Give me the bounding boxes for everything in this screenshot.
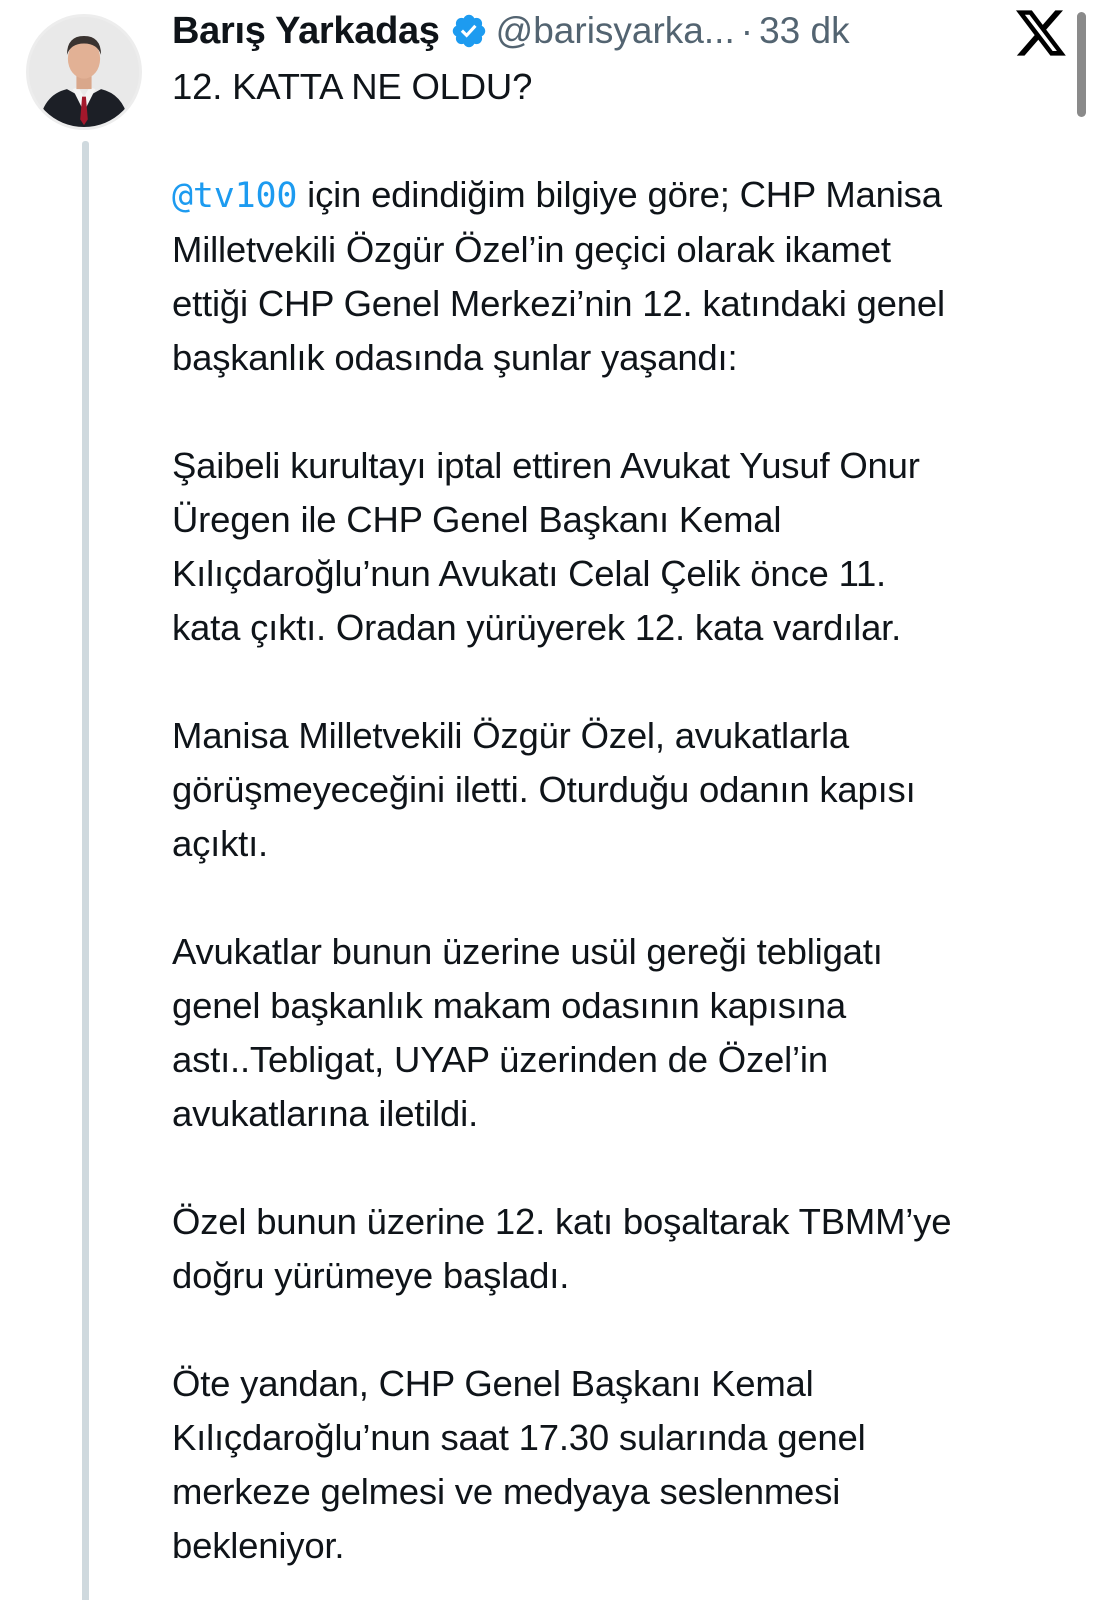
timestamp[interactable]: 33 dk (759, 10, 850, 51)
tweet-header (172, 6, 850, 56)
tweet-text (172, 60, 1077, 1600)
tweet-paragraph-4: Avukatlar bunun üzerine usül gereği tebligatı genel başkanlık makam odasının kapısına astı..Tebligat, UYAP üzerinden de Özel’in avukatlarına iletildi. (172, 931, 883, 1134)
tweet-paragraph-6: Öte yandan, CHP Genel Başkanı Kemal Kılıçdaroğlu’nun saat 17.30 sularında genel merkeze gelmesi ve medyaya seslenmesi bekleniyor. (172, 1363, 866, 1566)
tweet-paragraph-2: Şaibeli kurultayı iptal ettiren Avukat Yusuf Onur Üregen ile CHP Genel Başkanı Kemal Kılıçdaroğlu’nun Avukatı Celal Çelik önce 11. kata çıktı. Oradan yürüyerek 12. kata vardılar. (172, 445, 920, 648)
display-name[interactable]: Barış Yarkadaş (172, 9, 440, 52)
avatar[interactable] (26, 14, 142, 130)
thread-line (82, 141, 89, 1600)
user-avatar (29, 17, 139, 127)
user-handle[interactable]: @barisyarka... (495, 10, 735, 51)
separator-dot: · (740, 10, 754, 51)
verified-badge-icon (450, 12, 488, 50)
tweet-title: 12. KATTA NE OLDU? (172, 66, 533, 107)
tweet-paragraph-3: Manisa Milletvekili Özgür Özel, avukatlarla görüşmeyeceğini iletti. Oturduğu odanın kapısı açıktı. (172, 715, 916, 864)
mention-link[interactable]: @tv100 (172, 176, 298, 216)
scrollbar[interactable] (1077, 12, 1086, 117)
tweet-paragraph-1 (172, 168, 1077, 385)
x-logo-icon[interactable] (1016, 10, 1066, 56)
paragraph-1-text: için edindiğim bilgiye göre; CHP Manisa Milletvekili Özgür Özel’in geçici olarak ikamet ettiği CHP Genel Merkezi’nin 12. katındaki genel başkanlık odasında şunlar yaşandı: (172, 174, 945, 378)
tweet-paragraph-5: Özel bunun üzerine 12. katı boşaltarak TBMM’ye doğru yürümeye başladı. (172, 1201, 952, 1296)
